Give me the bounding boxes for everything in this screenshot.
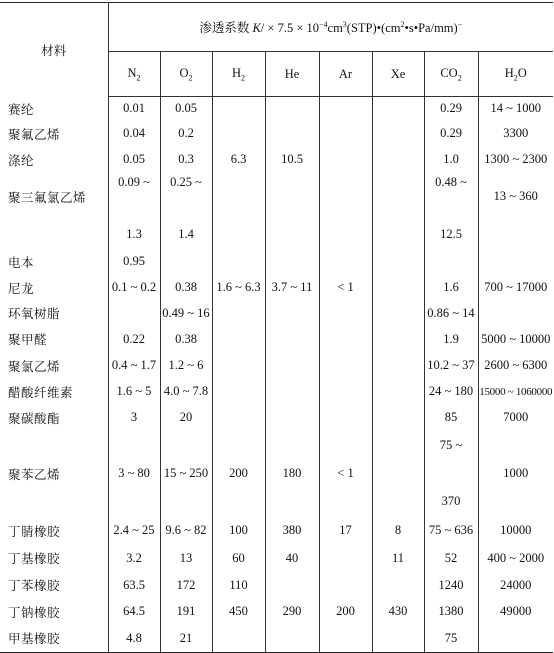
cell-n2: 3 bbox=[108, 405, 160, 431]
gas-header-h2: $H_2$ bbox=[212, 52, 265, 97]
cell-ar bbox=[319, 405, 372, 431]
cell-ar bbox=[319, 379, 372, 405]
cell-h2o: 5000 ~ 10000 bbox=[478, 326, 553, 353]
cell-n2: 1.6 ~ 5 bbox=[108, 379, 160, 405]
table-row bbox=[0, 405, 553, 431]
unit-prefix: 渗透系数 bbox=[199, 21, 250, 35]
material-name: 聚氯乙烯 bbox=[8, 359, 61, 374]
cell-he bbox=[265, 625, 319, 653]
material-name: 环氧树脂 bbox=[8, 307, 61, 321]
cell-he: 380 bbox=[265, 517, 319, 545]
table-row bbox=[0, 121, 553, 147]
material-column-header bbox=[0, 3, 108, 97]
cell-co2: 85 bbox=[424, 405, 478, 431]
unit-tail: •s•Pa/mm) bbox=[404, 21, 458, 35]
cell-n2: 0.22 bbox=[108, 326, 160, 353]
cell-h2o: 7000 bbox=[478, 405, 553, 431]
table-row bbox=[0, 625, 553, 653]
cell-n2: 0.01 bbox=[108, 97, 160, 121]
cell-h2 bbox=[212, 379, 265, 405]
cell-o2: 172 bbox=[160, 572, 212, 599]
material-name: 丁腈橡胶 bbox=[8, 524, 61, 539]
cell-h2o: 2600 ~ 6300 bbox=[478, 353, 553, 379]
cell-h2o-blank bbox=[478, 221, 553, 249]
cell-o2: 191 bbox=[160, 599, 212, 625]
cell-he: 180 bbox=[265, 431, 319, 517]
cell-ar: 17 bbox=[319, 517, 372, 545]
header-row-units bbox=[0, 3, 553, 52]
table-row bbox=[0, 431, 553, 461]
cell-n2: 3.2 bbox=[108, 545, 160, 572]
cell-xe bbox=[372, 121, 424, 147]
table-row bbox=[0, 353, 553, 379]
cell-n2: 2.4 ~ 25 bbox=[108, 517, 160, 545]
cell-ar bbox=[319, 545, 372, 572]
unit-cm-exponent: 3 bbox=[342, 19, 347, 29]
cell-n2: 0.1 ~ 0.2 bbox=[108, 275, 160, 301]
table-row bbox=[0, 545, 553, 572]
cell-he bbox=[265, 379, 319, 405]
cell-co2-range-start: 0.48 ~ bbox=[424, 173, 478, 193]
gas-header-xe: Xe bbox=[372, 52, 424, 97]
material-name: 聚氟乙烯 bbox=[8, 127, 61, 142]
cell-n2-range-start: 0.09 ~ bbox=[108, 173, 160, 193]
permeability-unit-header bbox=[108, 3, 553, 52]
cell-h2 bbox=[212, 97, 265, 121]
cell-xe bbox=[372, 572, 424, 599]
cell-ar bbox=[319, 249, 372, 275]
cell-h2 bbox=[212, 121, 265, 147]
cell-h2o: 400 ~ 2000 bbox=[478, 545, 553, 572]
cell-co2-blank bbox=[424, 461, 478, 487]
unit-rest: (STP)•(cm bbox=[346, 21, 401, 35]
cell-o2: 20 bbox=[160, 405, 212, 431]
table-row bbox=[0, 572, 553, 599]
material-name: 聚碳酸酯 bbox=[8, 411, 61, 426]
gas-header-n2: $N_2$ bbox=[108, 52, 160, 97]
cell-h2 bbox=[212, 326, 265, 353]
cell-co2: 1.9 bbox=[424, 326, 478, 353]
cell-o2: 15 ~ 250 bbox=[160, 431, 212, 517]
cell-n2: 4.8 bbox=[108, 625, 160, 653]
material-name: 赛纶 bbox=[8, 102, 35, 117]
cell-he bbox=[265, 301, 319, 326]
permeability-table bbox=[0, 2, 553, 653]
cell-n2: 0.04 bbox=[108, 121, 160, 147]
table-row bbox=[0, 97, 553, 121]
table-row bbox=[0, 599, 553, 625]
material-name: 涤纶 bbox=[8, 153, 35, 168]
cell-n2 bbox=[108, 301, 160, 326]
cell-h2: 110 bbox=[212, 572, 265, 599]
cell-he bbox=[265, 121, 319, 147]
cell-xe: 11 bbox=[372, 545, 424, 572]
cell-he bbox=[265, 249, 319, 275]
material-name: 丁基橡胶 bbox=[8, 552, 61, 566]
cell-co2: 1.6 bbox=[424, 275, 478, 301]
cell-h2o: 700 ~ 17000 bbox=[478, 275, 553, 301]
unit-mid: / × 7.5 × 10 bbox=[260, 21, 319, 35]
cell-n2: 64.5 bbox=[108, 599, 160, 625]
cell-h2o: 14 ~ 1000 bbox=[478, 97, 553, 121]
table-row bbox=[0, 173, 553, 193]
cell-xe bbox=[372, 405, 424, 431]
cell-n2-range-end: 1.3 bbox=[108, 221, 160, 249]
cell-o2: 0.38 bbox=[160, 275, 212, 301]
cell-co2: 1240 bbox=[424, 572, 478, 599]
cell-h2o: 1300 ~ 2300 bbox=[478, 147, 553, 173]
cell-he: 3.7 ~ 11 bbox=[265, 275, 319, 301]
cell-h2o bbox=[478, 301, 553, 326]
cell-xe bbox=[372, 301, 424, 326]
cell-he: 40 bbox=[265, 545, 319, 572]
cell-co2: 0.86 ~ 14 bbox=[424, 301, 478, 326]
cell-o2: 0.05 bbox=[160, 97, 212, 121]
cell-ar: 200 bbox=[319, 599, 372, 625]
gas-header-co2: $CO_2$ bbox=[424, 52, 478, 97]
cell-co2: 24 ~ 180 bbox=[424, 379, 478, 405]
cell-xe bbox=[372, 431, 424, 517]
cell-o2-range-start: 0.25 ~ bbox=[160, 173, 212, 193]
material-name: 聚甲醛 bbox=[8, 333, 48, 347]
material-name: 醋酸纤维素 bbox=[8, 385, 74, 400]
cell-he: 290 bbox=[265, 599, 319, 625]
cell-xe bbox=[372, 326, 424, 353]
cell-h2: 1.6 ~ 6.3 bbox=[212, 275, 265, 301]
cell-co2-range-start: 75 ~ bbox=[424, 431, 478, 461]
cell-co2: 10.2 ~ 37 bbox=[424, 353, 478, 379]
cell-xe bbox=[372, 147, 424, 173]
cell-ar bbox=[319, 97, 372, 121]
cell-h2o: 13 ~ 360 bbox=[478, 173, 553, 221]
unit-cm2-exponent: 2 bbox=[400, 19, 405, 29]
cell-xe: 430 bbox=[372, 599, 424, 625]
unit-tail-exponent: − bbox=[457, 19, 463, 29]
cell-h2 bbox=[212, 173, 265, 249]
cell-o2-range-end: 1.4 bbox=[160, 221, 212, 249]
cell-co2: 52 bbox=[424, 545, 478, 572]
cell-h2o bbox=[478, 625, 553, 653]
cell-xe bbox=[372, 353, 424, 379]
cell-h2o: 3300 bbox=[478, 121, 553, 147]
cell-h2o: 49000 bbox=[478, 599, 553, 625]
gas-header-h2o: $H_2O$ bbox=[478, 52, 553, 97]
cell-co2-range-end: 370 bbox=[424, 487, 478, 517]
cell-n2-blank bbox=[108, 193, 160, 221]
table-row bbox=[0, 147, 553, 173]
cell-h2: 450 bbox=[212, 599, 265, 625]
cell-o2: 9.6 ~ 82 bbox=[160, 517, 212, 545]
cell-ar bbox=[319, 301, 372, 326]
cell-ar bbox=[319, 572, 372, 599]
gas-header-ar: Ar bbox=[319, 52, 372, 97]
cell-ar bbox=[319, 353, 372, 379]
material-name: 丁苯橡胶 bbox=[8, 579, 61, 593]
material-name-blank bbox=[0, 221, 108, 249]
cell-co2: 1.0 bbox=[424, 147, 478, 173]
cell-o2: 4.0 ~ 7.8 bbox=[160, 379, 212, 405]
cell-he bbox=[265, 353, 319, 379]
cell-he bbox=[265, 572, 319, 599]
cell-xe bbox=[372, 97, 424, 121]
cell-ar bbox=[319, 121, 372, 147]
material-name: 甲基橡胶 bbox=[0, 625, 108, 653]
cell-co2: 0.29 bbox=[424, 121, 478, 147]
cell-xe bbox=[372, 275, 424, 301]
cell-he bbox=[265, 326, 319, 353]
cell-o2: 0.2 bbox=[160, 121, 212, 147]
cell-ar: < 1 bbox=[319, 431, 372, 517]
cell-h2 bbox=[212, 301, 265, 326]
cell-h2: 100 bbox=[212, 517, 265, 545]
cell-o2: 13 bbox=[160, 545, 212, 572]
cell-o2: 0.38 bbox=[160, 326, 212, 353]
material-name: 聚三氟氯乙烯 bbox=[8, 190, 87, 205]
material-header-label: 材料 bbox=[41, 43, 67, 58]
cell-h2 bbox=[212, 353, 265, 379]
material-name: 电本 bbox=[8, 255, 35, 270]
cell-o2-blank bbox=[160, 193, 212, 221]
material-name: 丁钠橡胶 bbox=[8, 605, 61, 620]
cell-o2: 0.49 ~ 16 bbox=[160, 301, 212, 326]
cell-n2: 0.95 bbox=[108, 249, 160, 275]
cell-co2 bbox=[424, 249, 478, 275]
cell-h2 bbox=[212, 625, 265, 653]
cell-n2: 0.05 bbox=[108, 147, 160, 173]
cell-he bbox=[265, 405, 319, 431]
cell-o2: 21 bbox=[160, 625, 212, 653]
cell-h2o: 1000 bbox=[478, 431, 553, 517]
cell-he bbox=[265, 97, 319, 121]
cell-o2: 1.2 ~ 6 bbox=[160, 353, 212, 379]
cell-n2: 0.4 ~ 1.7 bbox=[108, 353, 160, 379]
cell-co2: 1380 bbox=[424, 599, 478, 625]
table-row bbox=[0, 275, 553, 301]
table-row bbox=[0, 517, 553, 545]
table-row bbox=[0, 379, 553, 405]
table-row bbox=[0, 326, 553, 353]
unit-variable: K bbox=[252, 21, 261, 35]
cell-ar bbox=[319, 173, 372, 249]
cell-h2: 60 bbox=[212, 545, 265, 572]
cell-h2 bbox=[212, 249, 265, 275]
cell-n2: 3 ~ 80 bbox=[108, 431, 160, 517]
cell-xe: 8 bbox=[372, 517, 424, 545]
cell-h2o: 10000 bbox=[478, 517, 553, 545]
gas-header-he: He bbox=[265, 52, 319, 97]
table-row bbox=[0, 249, 553, 275]
cell-xe bbox=[372, 249, 424, 275]
cell-h2: 200 bbox=[212, 431, 265, 517]
cell-xe bbox=[372, 379, 424, 405]
material-name: 聚苯乙烯 bbox=[8, 467, 61, 482]
cell-h2: 6.3 bbox=[212, 147, 265, 173]
cell-co2: 75 ~ 636 bbox=[424, 517, 478, 545]
cell-ar bbox=[319, 326, 372, 353]
cell-h2o bbox=[478, 249, 553, 275]
cell-o2 bbox=[160, 249, 212, 275]
unit-exponent: −4 bbox=[319, 19, 328, 29]
cell-xe bbox=[372, 625, 424, 653]
cell-o2: 0.3 bbox=[160, 147, 212, 173]
unit-cm: cm bbox=[327, 21, 343, 35]
cell-co2-blank bbox=[424, 193, 478, 221]
cell-h2o: 24000 bbox=[478, 572, 553, 599]
cell-co2: 0.29 bbox=[424, 97, 478, 121]
cell-n2: 63.5 bbox=[108, 572, 160, 599]
cell-he: 10.5 bbox=[265, 147, 319, 173]
gas-header-o2: $O_2$ bbox=[160, 52, 212, 97]
cell-ar bbox=[319, 147, 372, 173]
cell-xe bbox=[372, 173, 424, 249]
cell-h2 bbox=[212, 405, 265, 431]
table-row bbox=[0, 301, 553, 326]
cell-h2o: 15000 ~ 1060000 bbox=[478, 379, 553, 405]
cell-ar: < 1 bbox=[319, 275, 372, 301]
cell-co2-range-end: 12.5 bbox=[424, 221, 478, 249]
material-name: 尼龙 bbox=[8, 281, 35, 296]
cell-ar bbox=[319, 625, 372, 653]
cell-co2: 75 bbox=[424, 625, 478, 653]
cell-he bbox=[265, 173, 319, 249]
